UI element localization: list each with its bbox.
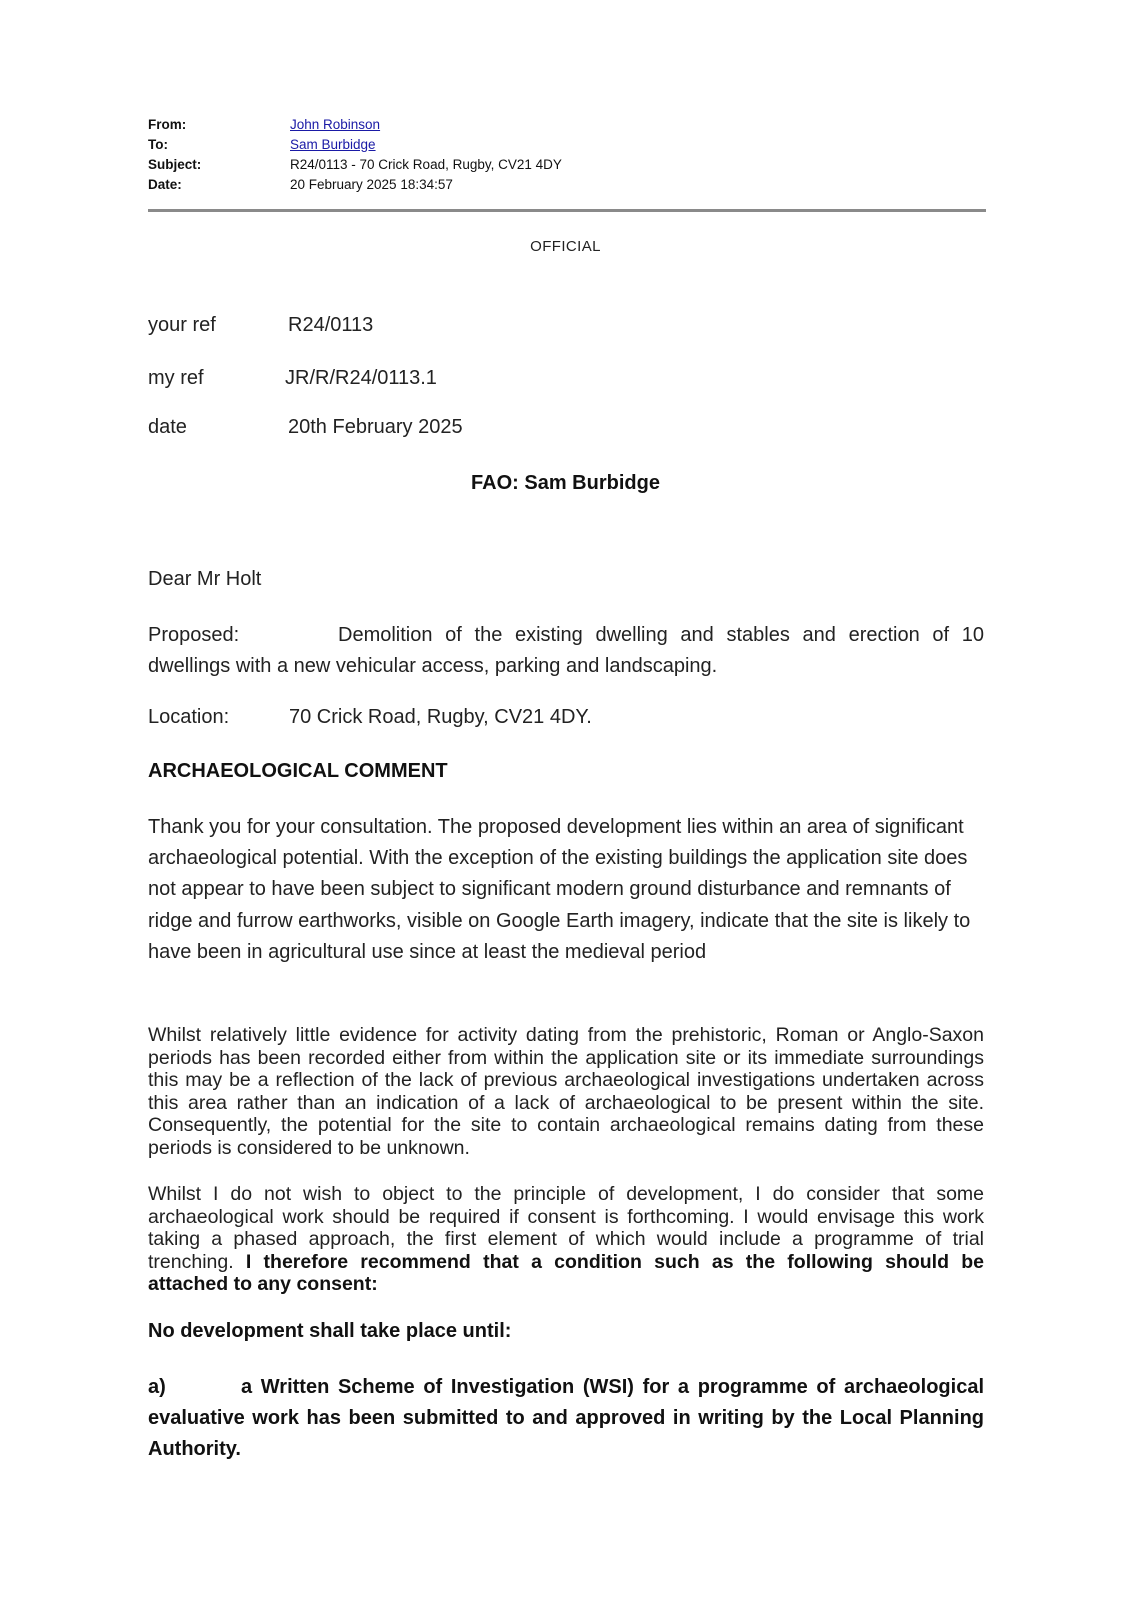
to-link[interactable]: Sam Burbidge — [290, 136, 376, 152]
letter-date-row — [148, 416, 463, 439]
paragraph-3-recommendation: I therefore recommend that a condition such as the following should be attached to any consent: — [148, 1250, 984, 1296]
from-link[interactable]: John Robinson — [290, 116, 381, 132]
condition-title: No development shall take place until: — [148, 1320, 512, 1342]
subject-row — [148, 154, 988, 174]
paragraph-1: Thank you for your consultation. The proposed development lies within an area of significant archaeological potential. With the exception of the existing buildings the application site does not appear to have been subject to significant modern ground disturbance and remnants of ridge and furrow earthworks, visible on Google Earth imagery, indicate that the site is likely to have been in agricultural use since at least the medieval period — [148, 816, 971, 963]
proposed-block — [148, 620, 984, 682]
email-header — [148, 114, 988, 194]
section-title: ARCHAEOLOGICAL COMMENT — [148, 760, 448, 782]
date-label: Date: — [148, 176, 182, 192]
condition-clause-a — [148, 1372, 984, 1465]
classification-label: OFFICIAL — [530, 238, 601, 255]
location-label: Location: — [148, 706, 230, 728]
to-label: To: — [148, 136, 168, 152]
proposed-label: Proposed: — [148, 624, 240, 646]
subject-value: R24/0113 - 70 Crick Road, Rugby, CV21 4DY — [290, 156, 562, 172]
location-value: 70 Crick Road, Rugby, CV21 4DY. — [289, 706, 592, 728]
my-ref-value: JR/R/R24/0113.1 — [285, 367, 437, 389]
paragraph-2: Whilst relatively little evidence for activity dating from the prehistoric, Roman or Anglo-Saxon periods has been recorded either from within the application site or its immediate surroundings this may be a reflection of the lack of previous archaeological investigations undertaken across this area rather than an indication of a lack of archaeological to be present within the site. Consequently, the potential for the site to contain archaeological remains dating from these periods is considered to be unknown. — [148, 1024, 984, 1159]
date-value: 20 February 2025 18:34:57 — [290, 176, 453, 192]
proposed-value: Demolition of the existing dwelling and stables and erection of 10 dwellings with a new vehicular access, parking and landscaping. — [148, 624, 984, 677]
to-row — [148, 134, 988, 154]
letter-date-label: date — [148, 416, 187, 438]
your-ref-row — [148, 314, 374, 337]
header-divider — [148, 209, 986, 212]
my-ref-row — [148, 367, 437, 390]
letter-date-value: 20th February 2025 — [288, 416, 463, 438]
fao-line: FAO: Sam Burbidge — [471, 472, 660, 494]
your-ref-label: your ref — [148, 314, 216, 336]
date-row — [148, 174, 988, 194]
greeting: Dear Mr Holt — [148, 568, 262, 590]
subject-label: Subject: — [148, 156, 202, 172]
from-row — [148, 114, 988, 134]
clause-a-marker: a) — [148, 1376, 166, 1398]
location-block — [148, 706, 984, 729]
paragraph-3-text: Whilst I do not wish to object to the principle of development, I do consider that some archaeological work should be required if consent is forthcoming. I would envisage this work taking a phased approach, the first element of which would include a programme of trial trenching. — [148, 1183, 984, 1273]
your-ref-value: R24/0113 — [288, 314, 374, 336]
clause-a-text: a Written Scheme of Investigation (WSI) for a programme of archaeological evaluative work has been submitted to and approved in writing by the Local Planning Authority. — [148, 1376, 984, 1460]
from-label: From: — [148, 116, 187, 132]
paragraph-3 — [148, 1183, 984, 1296]
my-ref-label: my ref — [148, 367, 204, 389]
